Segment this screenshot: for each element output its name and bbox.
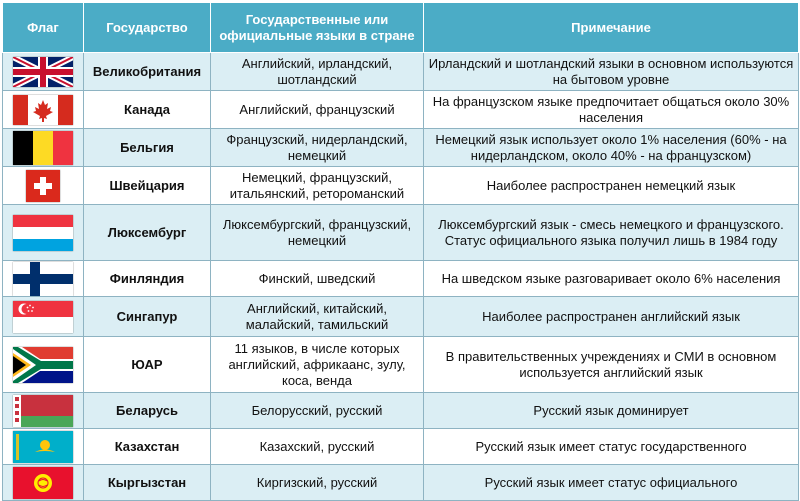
note-cell: В правительственных учреждениях и СМИ в основном используется английский язык (424, 337, 799, 393)
header-state: Государство (84, 3, 211, 53)
flag-cell (3, 429, 84, 465)
country-name: Финляндия (84, 261, 211, 297)
languages-cell: Английский, китайский, малайский, тамильский (211, 297, 424, 337)
country-name: Люксембург (84, 205, 211, 261)
languages-cell: Финский, шведский (211, 261, 424, 297)
south-africa-flag-icon (13, 347, 73, 383)
note-cell: Наиболее распространен английский язык (424, 297, 799, 337)
languages-cell: Английский, французский (211, 91, 424, 129)
flag-cell (3, 393, 84, 429)
languages-cell: Белорусский, русский (211, 393, 424, 429)
languages-table (2, 2, 799, 501)
languages-cell: Люксембургский, французский, немецкий (211, 205, 424, 261)
switzerland-flag-icon (26, 170, 60, 202)
languages-cell: 11 языков, в числе которых английский, африкаанс, зулу, коса, венда (211, 337, 424, 393)
country-name: Сингапур (84, 297, 211, 337)
table-row (3, 297, 799, 337)
header-note: Примечание (424, 3, 799, 53)
table-row (3, 465, 799, 501)
languages-cell: Немецкий, французский, итальянский, ретороманский (211, 167, 424, 205)
header-languages: Государственные или официальные языки в стране (211, 3, 424, 53)
languages-cell: Французский, нидерландский, немецкий (211, 129, 424, 167)
note-cell: Наиболее распространен немецкий язык (424, 167, 799, 205)
note-cell: На шведском языке разговаривает около 6% населения (424, 261, 799, 297)
singapore-flag-icon (13, 301, 73, 333)
table-row (3, 393, 799, 429)
table-row (3, 167, 799, 205)
table-row (3, 429, 799, 465)
country-name: Швейцария (84, 167, 211, 205)
flag-cell (3, 297, 84, 337)
canada-flag-icon (13, 95, 73, 125)
flag-cell (3, 129, 84, 167)
note-cell: Русский язык имеет статус государственного (424, 429, 799, 465)
header-flag: Флаг (3, 3, 84, 53)
table-row (3, 91, 799, 129)
country-name: Великобритания (84, 53, 211, 91)
flag-cell (3, 465, 84, 501)
header-row (3, 3, 799, 53)
flag-cell (3, 261, 84, 297)
note-cell: На французском языке предпочитает общаться около 30% населения (424, 91, 799, 129)
note-cell: Немецкий язык использует около 1% населения (60% - на нидерландском, около 40% - на французском) (424, 129, 799, 167)
note-cell: Люксембургский язык - смесь немецкого и французского. Статус официального языка получил лишь в 1984 году (424, 205, 799, 261)
belarus-flag-icon (13, 395, 73, 427)
country-name: Канада (84, 91, 211, 129)
country-name: ЮАР (84, 337, 211, 393)
country-name: Беларусь (84, 393, 211, 429)
table-row (3, 53, 799, 91)
country-name: Казахстан (84, 429, 211, 465)
table-row (3, 129, 799, 167)
note-cell: Русский язык имеет статус официального (424, 465, 799, 501)
flag-cell (3, 91, 84, 129)
flag-cell (3, 205, 84, 261)
table-row (3, 261, 799, 297)
flag-cell (3, 337, 84, 393)
belgium-flag-icon (13, 131, 73, 165)
kazakhstan-flag-icon (13, 431, 73, 463)
note-cell: Русский язык доминирует (424, 393, 799, 429)
kyrgyzstan-flag-icon (13, 467, 73, 499)
flag-cell (3, 167, 84, 205)
table-row (3, 205, 799, 261)
languages-cell: Английский, ирландский, шотландский (211, 53, 424, 91)
table-row (3, 337, 799, 393)
languages-cell: Киргизский, русский (211, 465, 424, 501)
note-cell: Ирландский и шотландский языки в основном используются на бытовом уровне (424, 53, 799, 91)
finland-flag-icon (13, 262, 73, 296)
luxembourg-flag-icon (13, 215, 73, 251)
country-name: Бельгия (84, 129, 211, 167)
languages-cell: Казахский, русский (211, 429, 424, 465)
flag-cell (3, 53, 84, 91)
uk-flag-icon (13, 57, 73, 87)
country-name: Кыргызстан (84, 465, 211, 501)
